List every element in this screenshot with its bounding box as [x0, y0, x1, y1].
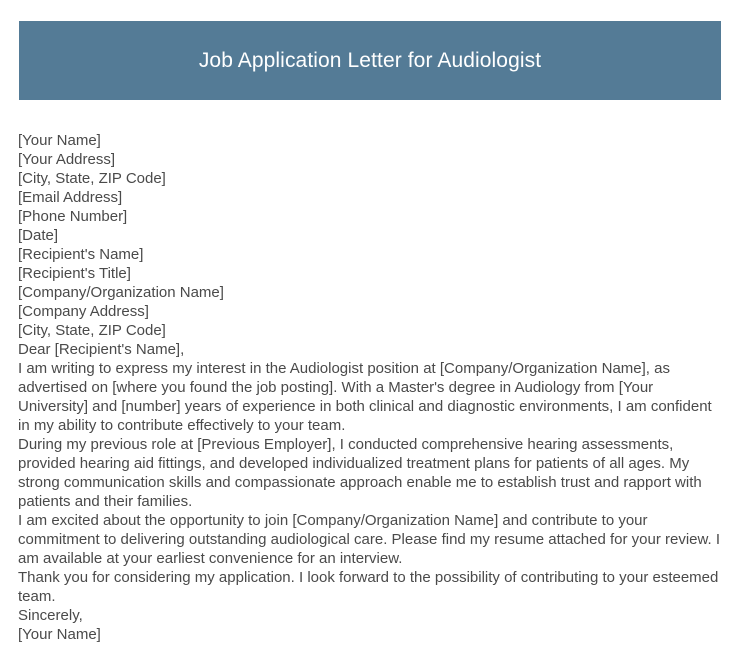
- salutation: Dear [Recipient's Name],: [18, 341, 185, 358]
- page-title: Job Application Letter for Audiologist: [198, 48, 542, 72]
- body-paragraph: I am writing to express my interest in the Audiologist position at [Company/Organization Name], as advertised on [where you found the job posting]. With a Master's degree in Audiology from [Your University] and [number] years of experience in both clinical and diagnostic environments, I am confident in my ability to contribute effectively to your team.: [18, 360, 712, 434]
- recipient-line: [Recipient's Name]: [18, 246, 144, 263]
- sender-line: [City, State, ZIP Code]: [18, 170, 166, 187]
- recipient-line: [City, State, ZIP Code]: [18, 322, 166, 339]
- sender-line: [Email Address]: [18, 189, 123, 206]
- recipient-line: [Company Address]: [18, 303, 149, 320]
- sender-address-block: [18, 131, 722, 245]
- sender-line: [Phone Number]: [18, 208, 128, 225]
- signature-name: [Your Name]: [18, 626, 101, 643]
- letter-body: [18, 131, 722, 644]
- sender-line: [Date]: [18, 227, 59, 244]
- sender-line: [Your Address]: [18, 151, 116, 168]
- recipient-line: [Company/Organization Name]: [18, 284, 224, 301]
- sender-line: [Your Name]: [18, 132, 101, 149]
- body-paragraph: I am excited about the opportunity to join [Company/Organization Name] and contribute to your commitment to delivering outstanding audiological care. Please find my resume attached for your review. I am available at your earliest convenience for an interview.: [18, 512, 721, 567]
- body-paragraph: During my previous role at [Previous Employer], I conducted comprehensive hearing assessments, provided hearing aid fittings, and developed individualized treatment plans for patients of all ages. My strong communication skills and compassionate approach enable me to establish trust and rapport with patients and their families.: [18, 436, 702, 510]
- body-paragraph: Thank you for considering my application. I look forward to the possibility of contributing to your esteemed team.: [18, 569, 719, 605]
- recipient-address-block: [18, 245, 722, 340]
- closing-salutation: Sincerely,: [18, 607, 83, 624]
- recipient-line: [Recipient's Title]: [18, 265, 131, 282]
- document-header-banner: [19, 21, 721, 100]
